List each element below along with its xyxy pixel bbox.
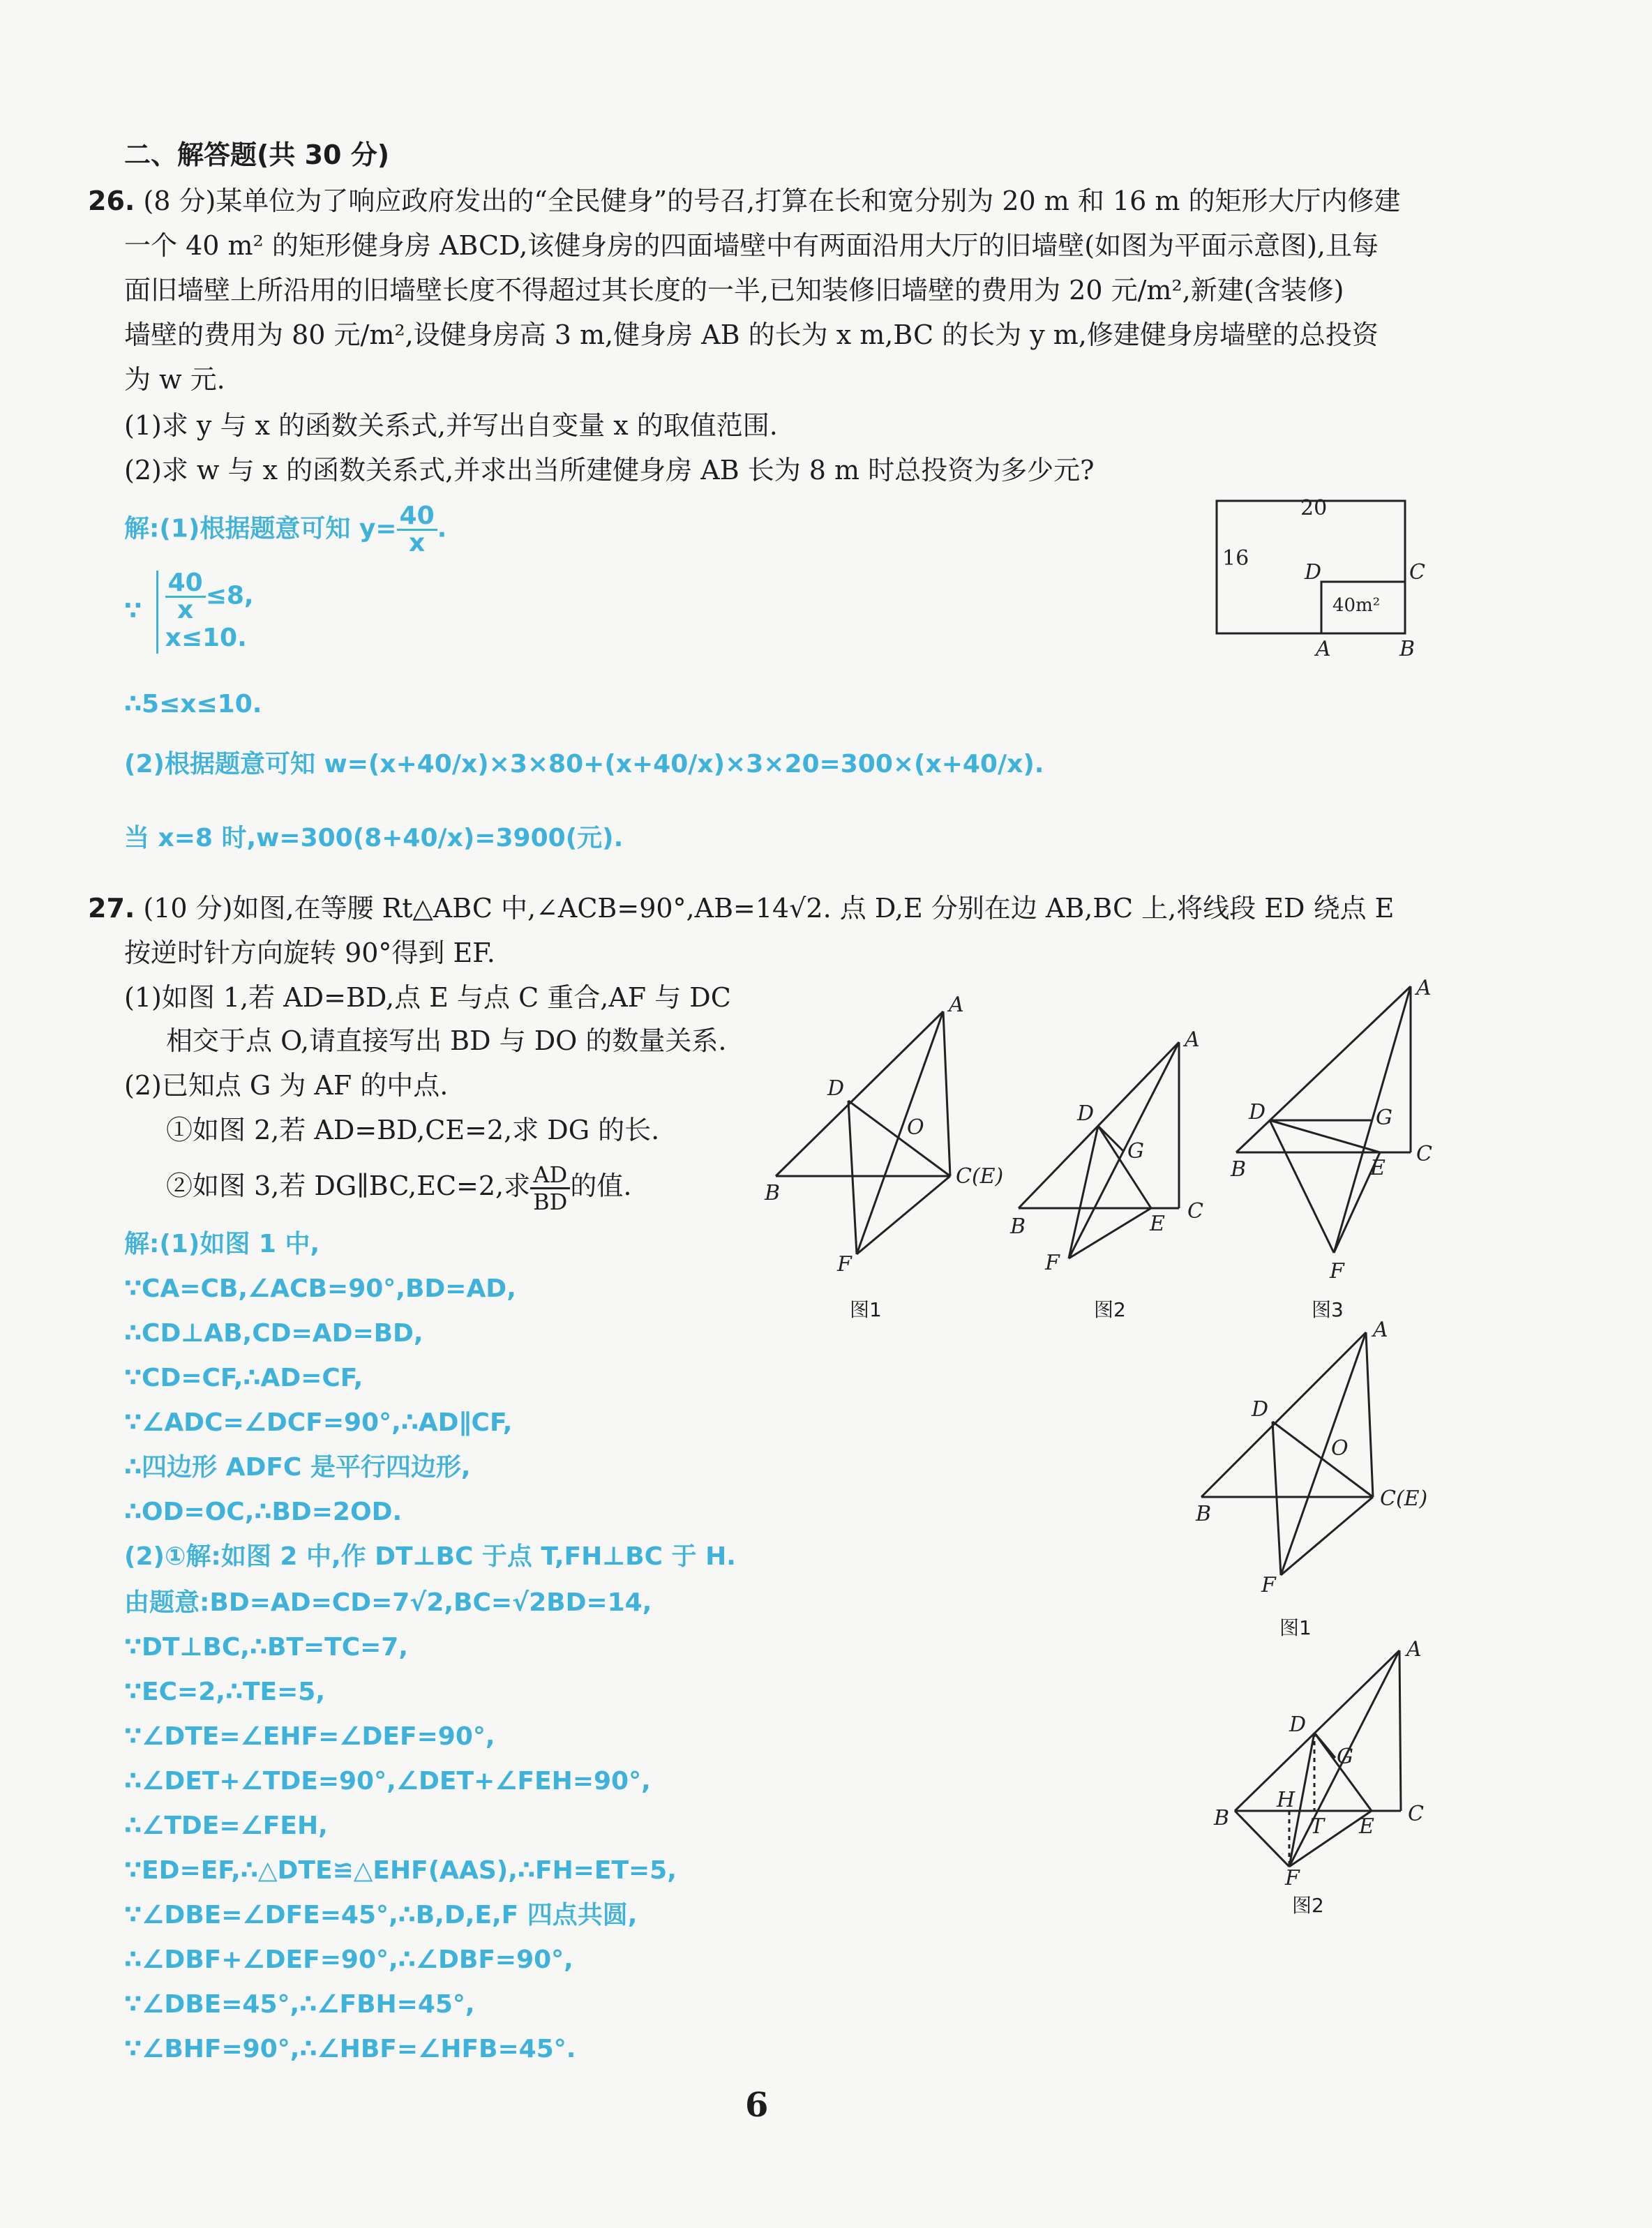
svg-text:H: H (1277, 1788, 1296, 1812)
q27-answer-line: 由题意:BD=AD=CD=7√2,BC=√2BD=14, (124, 1588, 652, 1617)
svg-text:B: B (1196, 1502, 1212, 1526)
svg-text:A: A (1373, 1318, 1388, 1342)
caption-fig2-solution: 图2 (1292, 1894, 1324, 1917)
height-label: 16 (1222, 546, 1249, 571)
q27-solution-figure-2 (1207, 1627, 1444, 1890)
fraction-numerator: AD (530, 1162, 570, 1189)
svg-text:B: B (765, 1181, 781, 1205)
caption-fig2: 图2 (1094, 1298, 1126, 1321)
svg-text:D: D (1249, 1100, 1266, 1124)
q27-figure-1 (760, 991, 1012, 1284)
q27-part-2a: ①如图 2,若 AD=BD,CE=2,求 DG 的长. (166, 1115, 660, 1145)
q27-part-2: (2)已知点 G 为 AF 的中点. (124, 1070, 449, 1101)
q27-answer-line: ∵CD=CF,∴AD=CF, (124, 1364, 363, 1392)
q27-answer-line: ∵∠DTE=∠EHF=∠DEF=90°, (124, 1722, 495, 1751)
svg-text:D: D (827, 1076, 845, 1101)
q26-answer-1 (124, 504, 446, 556)
point-A: A (1316, 637, 1331, 661)
svg-text:C: C (1187, 1199, 1203, 1224)
q27-answer-line: ∴四边形 ADFC 是平行四边形, (124, 1453, 471, 1482)
svg-text:C(E): C(E) (956, 1164, 1004, 1189)
svg-text:F: F (837, 1252, 852, 1277)
svg-text:B: B (1231, 1157, 1247, 1182)
svg-text:C: C (1408, 1802, 1424, 1826)
question-text: ②如图 3,若 DG∥BC,EC=2,求 (166, 1171, 531, 1201)
q27-figure-2 (1005, 1025, 1235, 1284)
fraction-denominator: x (408, 529, 426, 557)
answer-text: 解:(1)根据题意可知 y= (124, 514, 397, 543)
inequality: x≤10. (165, 624, 247, 652)
caption-fig1-solution: 图1 (1279, 1616, 1312, 1639)
q27-answer-line: ∴OD=OC,∴BD=2OD. (124, 1498, 403, 1526)
section-title: 二、解答题(共 30 分) (124, 140, 390, 170)
q27-answer-line: ∴∠TDE=∠FEH, (124, 1812, 328, 1840)
svg-text:F: F (1261, 1573, 1276, 1597)
q27-part-2b (166, 1162, 631, 1214)
point-D: D (1305, 560, 1322, 585)
q27-answer-line: ∵∠DBE=∠DFE=45°,∴B,D,E,F 四点共圆, (124, 1901, 638, 1929)
svg-text:D: D (1252, 1397, 1269, 1422)
svg-text:T: T (1310, 1814, 1325, 1839)
svg-text:A: A (949, 993, 964, 1017)
svg-text:D: D (1077, 1101, 1095, 1126)
q26-text-1: (8 分)某单位为了响应政府发出的“全民健身”的号召,打算在长和宽分别为 20 m 和 16 m 的矩形大厅内修建 (143, 186, 1401, 216)
svg-text:B: B (1010, 1214, 1026, 1239)
q26-system (124, 571, 254, 654)
fraction (165, 571, 206, 623)
q27-part-1b: 相交于点 O,请直接写出 BD 与 DO 的数量关系. (166, 1025, 727, 1056)
q27-answer-line: ∵CA=CB,∠ACB=90°,BD=AD, (124, 1274, 516, 1303)
answer-text: . (437, 514, 447, 543)
width-label: 20 (1300, 496, 1328, 520)
fraction (530, 1162, 570, 1214)
q27-answer-line: ∵∠ADC=∠DCF=90°,∴AD∥CF, (124, 1408, 513, 1437)
answer-formula: (x+40/x)×3×80+(x+40/x)×3×20=300×(x+40/x). (368, 750, 1044, 778)
q26-answer-2 (124, 746, 1044, 783)
area-label: 40m² (1332, 595, 1381, 616)
q27-answer-line: ∵EC=2,∴TE=5, (124, 1678, 326, 1706)
svg-text:G: G (1337, 1745, 1353, 1769)
q26-part-1: (1)求 y 与 x 的函数关系式,并写出自变量 x 的取值范围. (124, 410, 778, 441)
svg-text:E: E (1370, 1156, 1386, 1180)
fraction (397, 504, 437, 556)
q27-answer-line: ∵ED=EF,∴△DTE≌△EHF(AAS),∴FH=ET=5, (124, 1856, 677, 1885)
q26-range: ∴5≤x≤10. (124, 690, 262, 718)
q27-answer-line: (2)①解:如图 2 中,作 DT⊥BC 于点 T,FH⊥BC 于 H. (124, 1542, 736, 1571)
q27-answer-line: ∵DT⊥BC,∴BT=TC=7, (124, 1633, 409, 1662)
q26-figure (1207, 488, 1423, 670)
q26-line-3: 面旧墙壁上所沿用的旧墙壁长度不得超过其长度的一半,已知装修旧墙壁的费用为 20 元/m²,新建(含装修) (124, 275, 1344, 306)
q27-answer-line: ∴CD⊥AB,CD=AD=BD, (124, 1319, 423, 1348)
svg-text:A: A (1406, 1637, 1422, 1662)
q26-line-4: 墙壁的费用为 80 元/m²,设健身房高 3 m,健身房 AB 的长为 x m,BC 的长为 y m,修建健身房墙壁的总投资 (124, 319, 1379, 350)
svg-text:E: E (1150, 1212, 1165, 1236)
q27-line-1 (88, 890, 1394, 926)
q26-line-1 (88, 183, 1401, 219)
q27-answer-line: ∴∠DBF+∠DEF=90°,∴∠DBF=90°, (124, 1945, 573, 1974)
caption-fig1: 图1 (850, 1298, 882, 1321)
q26-answer-3: 当 x=8 时,w=300(8+40/x)=3900(元). (124, 824, 624, 852)
because-symbol: ∵ (124, 596, 142, 626)
question-text: 的值. (570, 1171, 632, 1201)
point-B: B (1399, 637, 1416, 661)
svg-text:G: G (1376, 1106, 1392, 1130)
q27-text-1: (10 分)如图,在等腰 Rt△ABC 中,∠ACB=90°,AB=14√2. 点 D,E 分别在边 AB,BC 上,将线段 ED 绕点 E (143, 893, 1395, 924)
svg-text:G: G (1127, 1139, 1144, 1164)
fraction-numerator: 40 (165, 571, 206, 598)
q27-answer-line: ∵∠BHF=90°,∴∠HBF=∠HFB=45°. (124, 2035, 576, 2063)
svg-text:F: F (1330, 1259, 1344, 1284)
q26-line-2: 一个 40 m² 的矩形健身房 ABCD,该健身房的四面墙壁中有两面沿用大厅的旧墙壁(如图为平面示意图),且每 (124, 230, 1379, 261)
svg-text:F: F (1285, 1866, 1300, 1890)
q27-number: 27. (88, 893, 135, 924)
page-number: 6 (745, 2086, 769, 2125)
answer-text: (2)根据题意可知 w= (124, 750, 368, 778)
fraction-denominator: x (177, 596, 194, 624)
caption-fig3: 图3 (1312, 1298, 1344, 1321)
system-brace (156, 571, 254, 654)
inequality: ≤8, (205, 581, 254, 610)
q27-figure-3 (1221, 974, 1444, 1288)
svg-text:A: A (1185, 1028, 1200, 1052)
q26-number: 26. (88, 186, 135, 216)
svg-text:D: D (1289, 1713, 1307, 1737)
q27-line-2: 按逆时针方向旋转 90°得到 EF. (124, 938, 495, 968)
fraction-denominator: BD (533, 1189, 568, 1215)
svg-text:F: F (1045, 1251, 1060, 1275)
q27-answer-line: ∴∠DET+∠TDE=90°,∠DET+∠FEH=90°, (124, 1767, 651, 1796)
q27-part-1a: (1)如图 1,若 AD=BD,点 E 与点 C 重合,AF 与 DC (124, 982, 731, 1013)
svg-text:B: B (1214, 1806, 1230, 1830)
q26-part-2: (2)求 w 与 x 的函数关系式,并求出当所建健身房 AB 长为 8 m 时总投资为多少元? (124, 455, 1095, 486)
svg-text:C(E): C(E) (1380, 1486, 1428, 1511)
q27-answer-line: ∵∠DBE=45°,∴∠FBH=45°, (124, 1990, 475, 2019)
svg-text:C: C (1416, 1142, 1432, 1166)
q27-solution-figure-1 (1186, 1316, 1437, 1609)
q27-answer-line: 解:(1)如图 1 中, (124, 1230, 320, 1258)
svg-text:E: E (1359, 1814, 1374, 1839)
q26-line-5: 为 w 元. (124, 364, 225, 395)
fraction-numerator: 40 (397, 504, 437, 531)
svg-text:O: O (1331, 1436, 1349, 1461)
svg-text:A: A (1416, 976, 1432, 1000)
point-C: C (1409, 560, 1425, 585)
svg-text:O: O (907, 1115, 924, 1140)
